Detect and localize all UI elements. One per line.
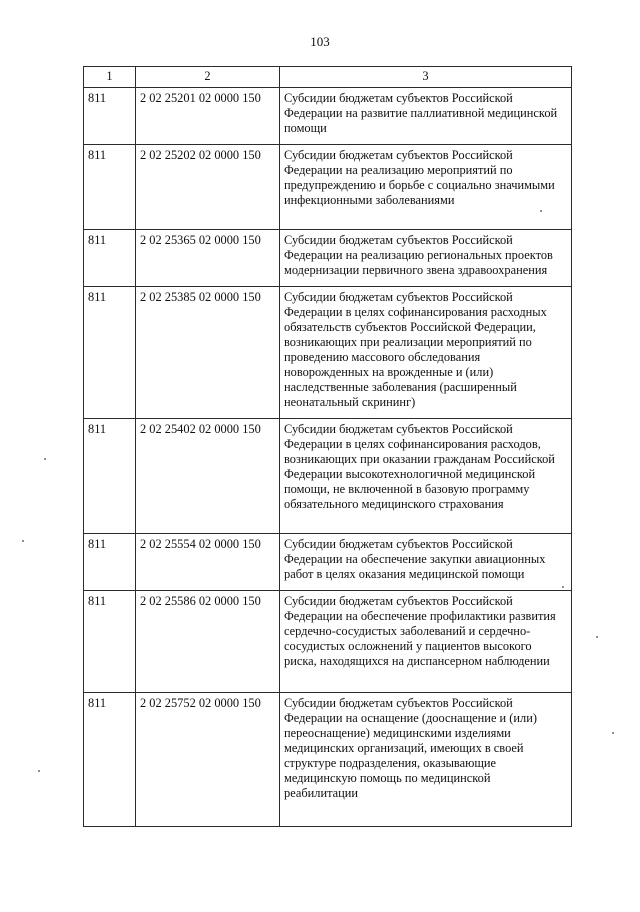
admin-code-cell: 811: [84, 287, 136, 419]
scan-speck: [38, 770, 40, 772]
revenue-name-cell: Субсидии бюджетам субъектов Российской Федерации в целях софинансирования расходов, возникающих при оказании гражданам Российской Федерации высокотехнологичной медицинской помощи, не включенной в базовую программу обязательного медицинского страхования: [280, 419, 572, 534]
column-header-3: 3: [280, 67, 572, 88]
table-header-row: [84, 67, 572, 88]
table-row: [84, 591, 572, 693]
admin-code-cell: 811: [84, 693, 136, 827]
admin-code-cell: 811: [84, 88, 136, 145]
table-row: [84, 693, 572, 827]
revenue-name-cell: Субсидии бюджетам субъектов Российской Федерации на развитие паллиативной медицинской помощи: [280, 88, 572, 145]
revenue-name-cell: Субсидии бюджетам субъектов Российской Федерации на обеспечение профилактики развития сердечно-сосудистых заболеваний и сердечно-сосудистых осложнений у пациентов высокого риска, находящихся на диспансерном наблюдении: [280, 591, 572, 693]
revenue-code-cell: 2 02 25202 02 0000 150: [136, 145, 280, 230]
revenue-code-cell: 2 02 25365 02 0000 150: [136, 230, 280, 287]
page-number: 103: [310, 34, 330, 49]
revenue-name-cell: Субсидии бюджетам субъектов Российской Федерации на обеспечение закупки авиационных работ в целях оказания медицинской помощи: [280, 534, 572, 591]
revenue-code-cell: 2 02 25752 02 0000 150: [136, 693, 280, 827]
scan-speck: [596, 636, 598, 638]
scan-speck: [562, 586, 564, 588]
scan-speck: [612, 732, 614, 734]
revenue-name-cell: Субсидии бюджетам субъектов Российской Федерации в целях софинансирования расходных обязательств субъектов Российской Федерации, возникающих при реализации мероприятий по проведению массового обследования новорожденных на врожденные и (или) наследственные заболевания (расширенный неонатальный скрининг): [280, 287, 572, 419]
revenue-code-cell: 2 02 25586 02 0000 150: [136, 591, 280, 693]
scan-speck: [22, 540, 24, 542]
revenue-code-cell: 2 02 25402 02 0000 150: [136, 419, 280, 534]
table-row: [84, 287, 572, 419]
column-header-2: 2: [136, 67, 280, 88]
scan-speck: [540, 210, 542, 212]
column-header-1: 1: [84, 67, 136, 88]
table-row: [84, 145, 572, 230]
admin-code-cell: 811: [84, 419, 136, 534]
table-row: [84, 419, 572, 534]
revenue-name-cell: Субсидии бюджетам субъектов Российской Федерации на реализацию мероприятий по предупреждению и борьбе с социально значимыми инфекционными заболеваниями: [280, 145, 572, 230]
revenue-name-cell: Субсидии бюджетам субъектов Российской Федерации на реализацию региональных проектов модернизации первичного звена здравоохранения: [280, 230, 572, 287]
scan-speck: [44, 458, 46, 460]
revenue-code-cell: 2 02 25385 02 0000 150: [136, 287, 280, 419]
admin-code-cell: 811: [84, 145, 136, 230]
revenue-name-cell: Субсидии бюджетам субъектов Российской Федерации на оснащение (дооснащение и (или) переоснащение) медицинскими изделиями медицинских организаций, имеющих в своей структуре подразделения, оказывающие медицинскую помощь по медицинской реабилитации: [280, 693, 572, 827]
budget-classification-table: [83, 66, 572, 827]
revenue-code-cell: 2 02 25201 02 0000 150: [136, 88, 280, 145]
admin-code-cell: 811: [84, 534, 136, 591]
admin-code-cell: 811: [84, 591, 136, 693]
admin-code-cell: 811: [84, 230, 136, 287]
table-row: [84, 88, 572, 145]
table-row: [84, 230, 572, 287]
table-row: [84, 534, 572, 591]
revenue-code-cell: 2 02 25554 02 0000 150: [136, 534, 280, 591]
